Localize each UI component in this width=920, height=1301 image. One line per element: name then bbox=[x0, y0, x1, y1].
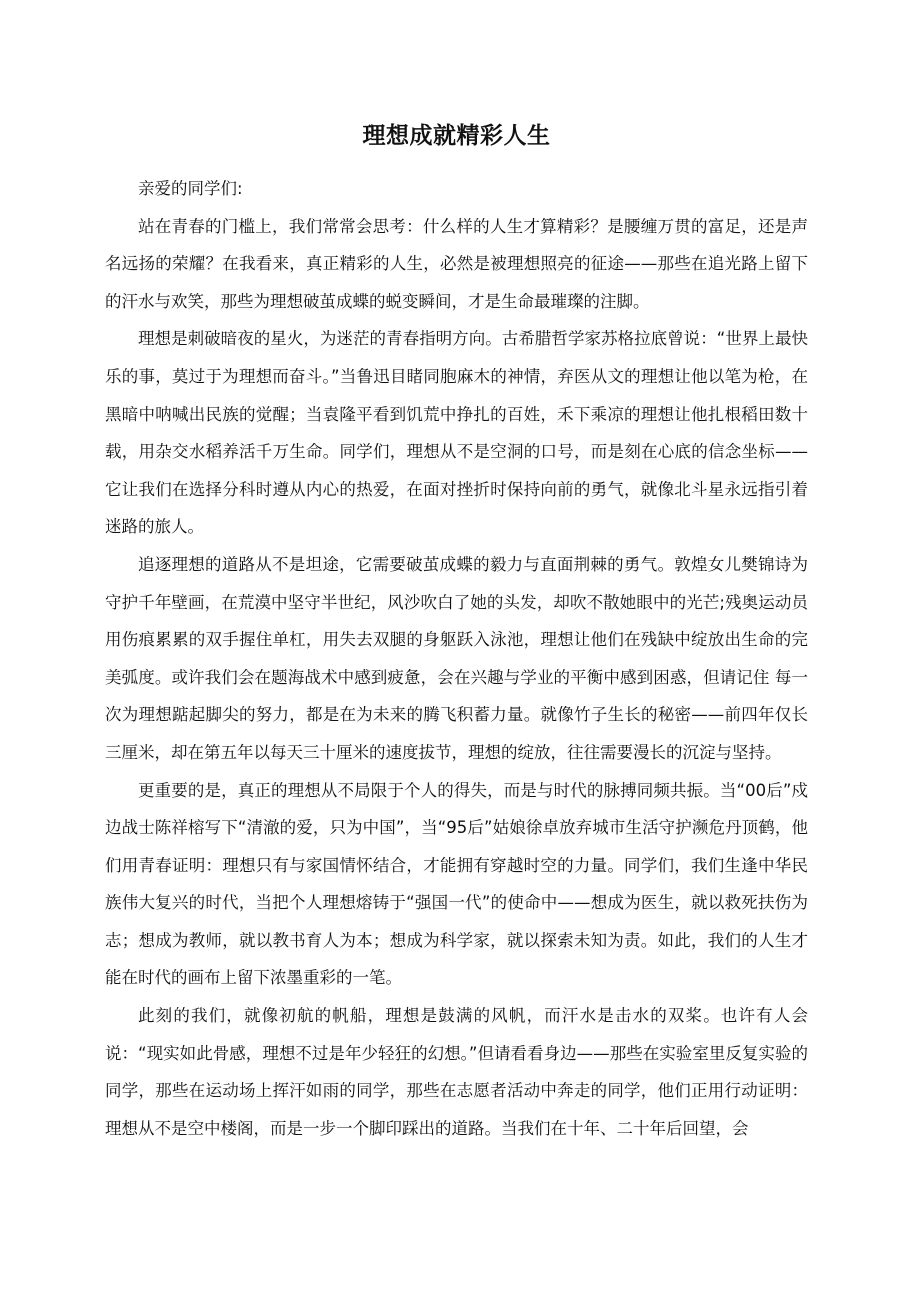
paragraph-2: 理想是刺破暗夜的星火，为迷茫的青春指明方向。古希腊哲学家苏格拉底曾说：“世界上最快乐的事，莫过于为理想而奋斗。”当鲁迅目睹同胞麻木的神情，弃医从文的理想让他以笔为枪，在黑暗中呐喊出民族的觉醒；当袁隆平看到饥荒中挣扎的百姓，禾下乘凉的理想让他扎根稻田数十载，用杂交水稻养活千万生命。同学们，理想从不是空洞的口号，而是刻在心底的信念坐标——它让我们在选择分科时遵从内心的热爱，在面对挫折时保持向前的勇气，就像北斗星永远指引着迷路的旅人。 bbox=[105, 329, 808, 537]
paragraph-1: 站在青春的门槛上，我们常常会思考：什么样的人生才算精彩？是腰缠万贯的富足，还是声名远扬的荣耀？在我看来，真正精彩的人生，必然是被理想照亮的征途——那些在追光路上留下的汗水与欢笑，那些为理想破茧成蝶的蜕变瞬间，才是生命最璀璨的注脚。 bbox=[105, 216, 808, 311]
paragraph-5: 此刻的我们，就像初航的帆船，理想是鼓满的风帆，而汗水是击水的双桨。也许有人会说：“现实如此骨感，理想不过是年少轻狂的幻想。”但请看看身边——那些在实验室里反复实验的同学，那些在运动场上挥汗如雨的同学，那些在志愿者活动中奔走的同学，他们正用行动证明：理想从不是空中楼阁，而是一步一个脚印踩出的道路。当我们在十年、二十年后回望，会 bbox=[105, 1006, 808, 1138]
paragraph-3: 追逐理想的道路从不是坦途，它需要破茧成蝶的毅力与直面荆棘的勇气。敦煌女儿樊锦诗为守护千年壁画，在荒漠中坚守半世纪，风沙吹白了她的头发，却吹不散她眼中的光芒;残奥运动员用伤痕累累的双手握住单杠，用失去双腿的身躯跃入泳池，理想让他们在残缺中绽放出生命的完美弧度。或许我们会在题海战术中感到疲惫，会在兴趣与学业的平衡中感到困惑，但请记住 每一次为理想踮起脚尖的努力，都是在为未来的腾飞积蓄力量。就像竹子生长的秘密——前四年仅长三厘米，却在第五年以每天三十厘米的速度拔节，理想的绽放，往往需要漫长的沉淀与坚持。 bbox=[105, 554, 808, 762]
document-page bbox=[105, 118, 808, 1147]
paragraph-4: 更重要的是，真正的理想从不局限于个人的得失，而是与时代的脉搏同频共振。当“00后”戍边战士陈祥榕写下“清澈的爱，只为中国”，当“95后”姑娘徐卓放弃城市生活守护濒危丹顶鹤，他们用青春证明：理想只有与家国情怀结合，才能拥有穿越时空的力量。同学们，我们生逢中华民族伟大复兴的时代，当把个人理想熔铸于“强国一代”的使命中——想成为医生，就以救死扶伤为志；想成为教师，就以教书育人为本；想成为科学家，就以探索未知为责。如此，我们的人生才能在时代的画布上留下浓墨重彩的一笔。 bbox=[105, 780, 808, 988]
document-title: 理想成就精彩人生 bbox=[362, 123, 551, 149]
salutation: 亲爱的同学们: bbox=[138, 179, 243, 198]
